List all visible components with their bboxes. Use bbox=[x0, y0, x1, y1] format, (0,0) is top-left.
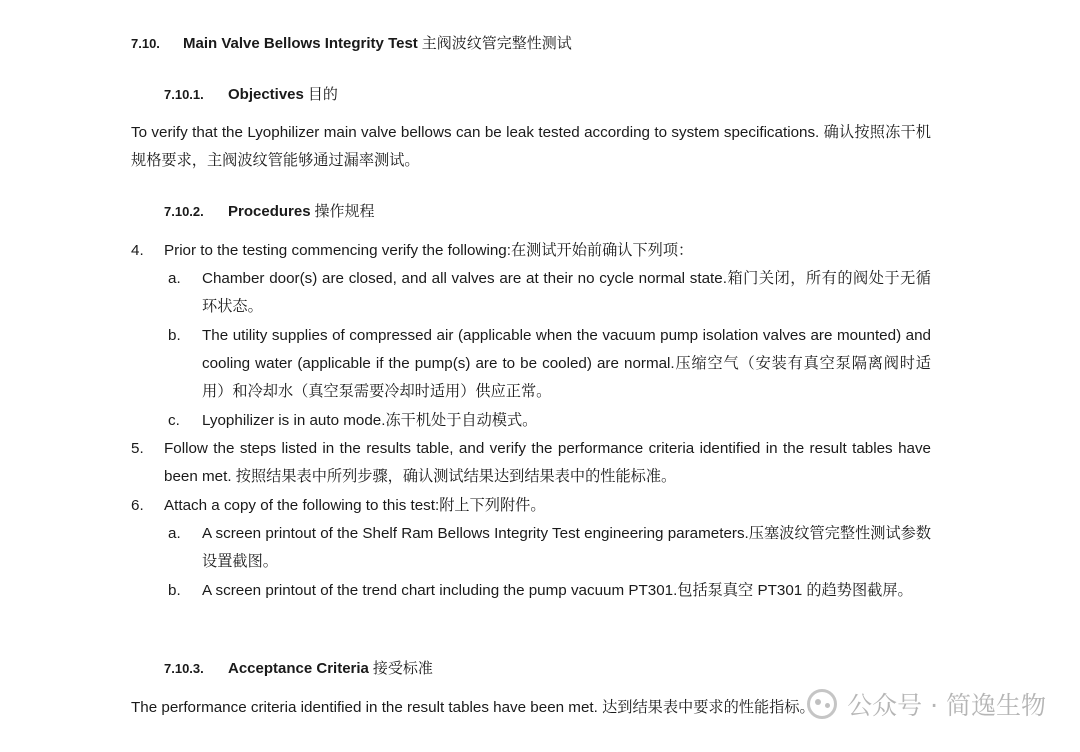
procedures-number: 7.10.2. bbox=[164, 204, 204, 219]
list-item bbox=[131, 435, 931, 491]
list-item-text: Attach a copy of the following to this test:附上下列附件。 bbox=[164, 497, 546, 514]
wechat-logo-icon bbox=[807, 689, 837, 719]
list-item bbox=[168, 322, 931, 406]
procedures-heading bbox=[164, 201, 375, 223]
procedures-title: Procedures bbox=[228, 203, 311, 220]
list-item-text: Follow the steps listed in the results table, and verify the performance criteria identified in the result tables have been met. 按照结果表中所列步骤，确认测试结果达到结果表中的性能标准。 bbox=[164, 440, 931, 485]
list-item-text: Lyophilizer is in auto mode.冻干机处于自动模式。 bbox=[202, 412, 538, 429]
list-item-text: Prior to the testing commencing verify the following:在测试开始前确认下列项： bbox=[164, 242, 694, 259]
acceptance-title: Acceptance Criteria bbox=[228, 660, 369, 677]
list-item-text: The utility supplies of compressed air (applicable when the vacuum pump isolation valves are mounted) and cooling water (applicable if the pump(s) are to be cooled) are normal.压缩空气（安装有真空泵隔离阀时适用）和冷却水（真空泵需要冷却时适用）供应正常。 bbox=[202, 327, 931, 400]
list-item bbox=[168, 407, 931, 435]
watermark bbox=[807, 686, 1046, 722]
section-title: Main Valve Bellows Integrity Test bbox=[183, 35, 418, 52]
list-marker: 5. bbox=[131, 440, 144, 457]
list-item bbox=[168, 520, 931, 576]
list-item bbox=[168, 265, 931, 321]
objectives-title-zh: 目的 bbox=[307, 86, 338, 103]
objectives-number: 7.10.1. bbox=[164, 87, 204, 102]
objectives-title: Objectives bbox=[228, 86, 304, 103]
list-item-text: Chamber door(s) are closed, and all valves are at their no cycle normal state.箱门关闭，所有的阀处于无循环状态。 bbox=[202, 270, 931, 315]
list-item bbox=[168, 577, 931, 605]
list-marker: b. bbox=[168, 582, 181, 599]
section-title-zh: 主阀波纹管完整性测试 bbox=[421, 35, 572, 52]
list-item-text: A screen printout of the Shelf Ram Bellows Integrity Test engineering parameters.压塞波纹管完整性测试参数设置截图。 bbox=[202, 525, 932, 570]
list-item-text: A screen printout of the trend chart including the pump vacuum PT301.包括泵真空 PT301 的趋势图截屏。 bbox=[202, 582, 913, 599]
list-marker: 6. bbox=[131, 497, 144, 514]
list-marker: 4. bbox=[131, 242, 144, 259]
list-marker: a. bbox=[168, 270, 181, 287]
acceptance-heading bbox=[164, 658, 433, 680]
list-marker: a. bbox=[168, 525, 181, 542]
acceptance-number: 7.10.3. bbox=[164, 661, 204, 676]
section-heading bbox=[131, 33, 572, 55]
list-marker: b. bbox=[168, 327, 181, 344]
acceptance-text: The performance criteria identified in the result tables have been met. 达到结果表中要求的性能指标。 bbox=[131, 699, 815, 716]
procedures-title-zh: 操作规程 bbox=[314, 203, 375, 220]
section-number: 7.10. bbox=[131, 36, 160, 51]
objectives-text: To verify that the Lyophilizer main valve bellows can be leak tested according to system specifications. 确认按照冻干机规格要求，主阀波纹管能够通过漏率测试。 bbox=[131, 124, 931, 169]
acceptance-title-zh: 接受标准 bbox=[372, 660, 433, 677]
list-item bbox=[131, 237, 931, 265]
list-marker: c. bbox=[168, 412, 180, 429]
watermark-text: 公众号 · 简逸生物 bbox=[847, 691, 1046, 720]
list-item bbox=[131, 492, 931, 520]
objectives-heading bbox=[164, 84, 338, 106]
